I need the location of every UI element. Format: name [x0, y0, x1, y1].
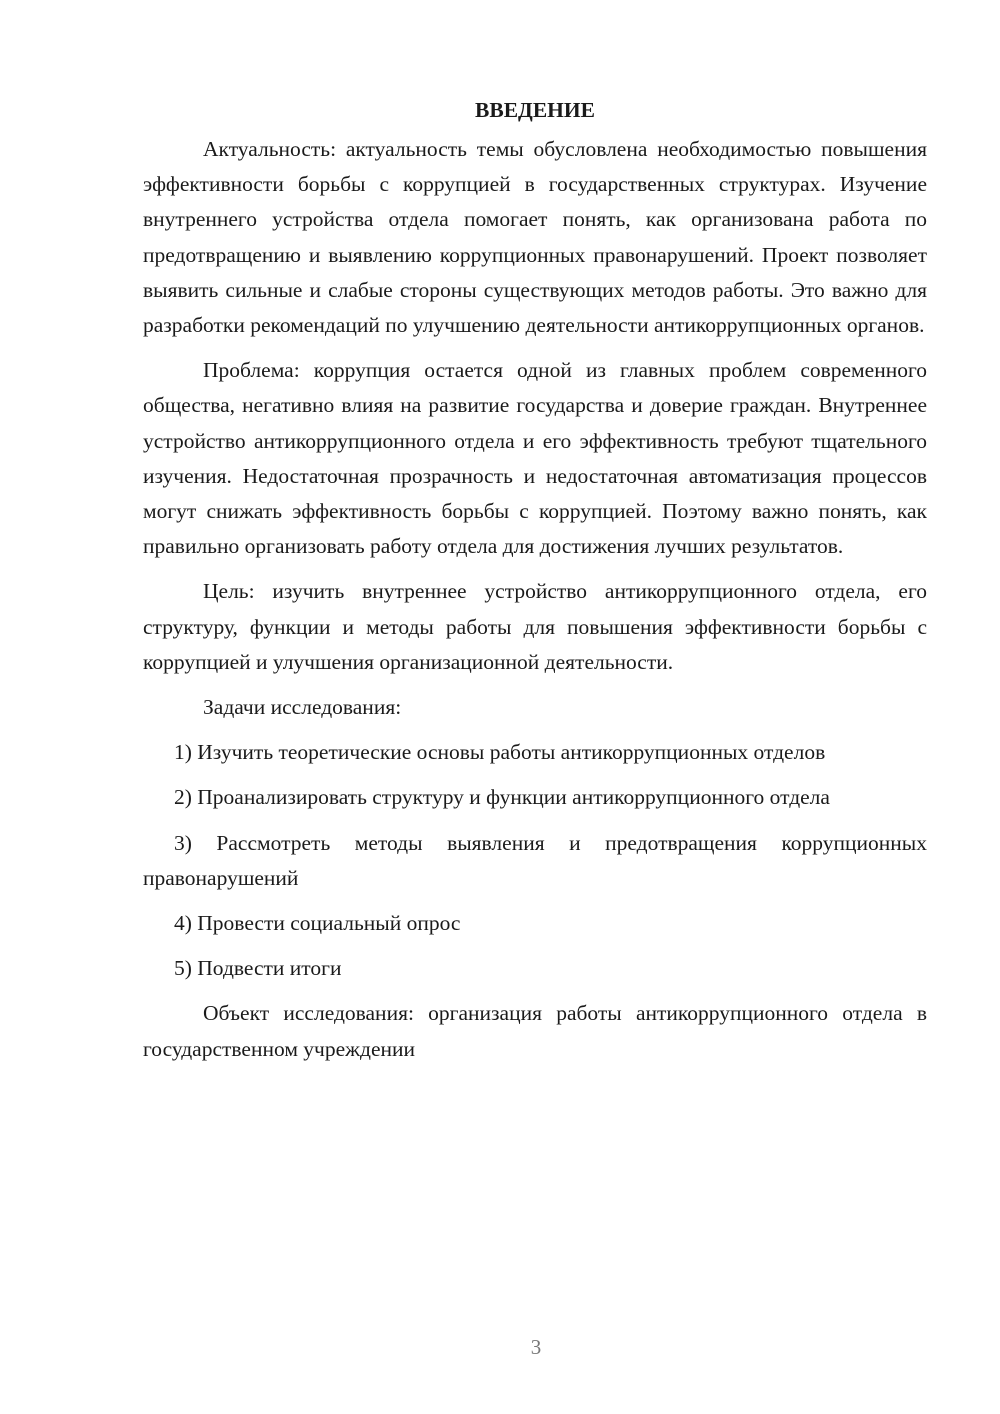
problem-paragraph: Проблема: коррупция остается одной из главных проблем современного общества, негативно влияя на развитие государства и доверие граждан. Внутреннее устройство антикоррупционного отдела и его эффективность требуют тщательного изучения. Недостаточная прозрачность и недостаточная автоматизация процессов могут снижать эффективность борьбы с коррупцией. Поэтому важно понять, как правильно организовать работу отдела для достижения лучших результатов.: [143, 358, 927, 559]
section-heading: ВВЕДЕНИЕ: [475, 98, 595, 122]
page-content: [143, 96, 927, 1077]
relevance-paragraph: Актуальность: актуальность темы обусловлена необходимостью повышения эффективности борьбы с коррупцией в государственных структурах. Изучение внутреннего устройства отдела помогает понять, как организована работа по предотвращению и выявлению коррупционных правонарушений. Проект позволяет выявить сильные и слабые стороны существующих методов работы. Это важно для разработки рекомендаций по улучшению деятельности антикоррупционных органов.: [143, 137, 927, 338]
task-item-1: 1) Изучить теоретические основы работы антикоррупционных отделов: [174, 740, 826, 765]
task-item-5: 5) Подвести итоги: [174, 956, 342, 981]
task-item-3: 3) Рассмотреть методы выявления и предотвращения коррупционных правонарушений: [143, 830, 927, 890]
object-paragraph: Объект исследования: организация работы антикоррупционного отдела в государственном учреждении: [143, 1001, 927, 1061]
task-item-4: 4) Провести социальный опрос: [174, 911, 461, 936]
tasks-intro: Задачи исследования:: [203, 695, 402, 720]
goal-paragraph: Цель: изучить внутреннее устройство антикоррупционного отдела, его структуру, функции и методы работы для повышения эффективности борьбы с коррупцией и улучшения организационной деятельности.: [143, 579, 927, 674]
task-item-2: 2) Проанализировать структуру и функции антикоррупционного отдела: [174, 785, 830, 810]
page-number: 3: [530, 1335, 542, 1359]
